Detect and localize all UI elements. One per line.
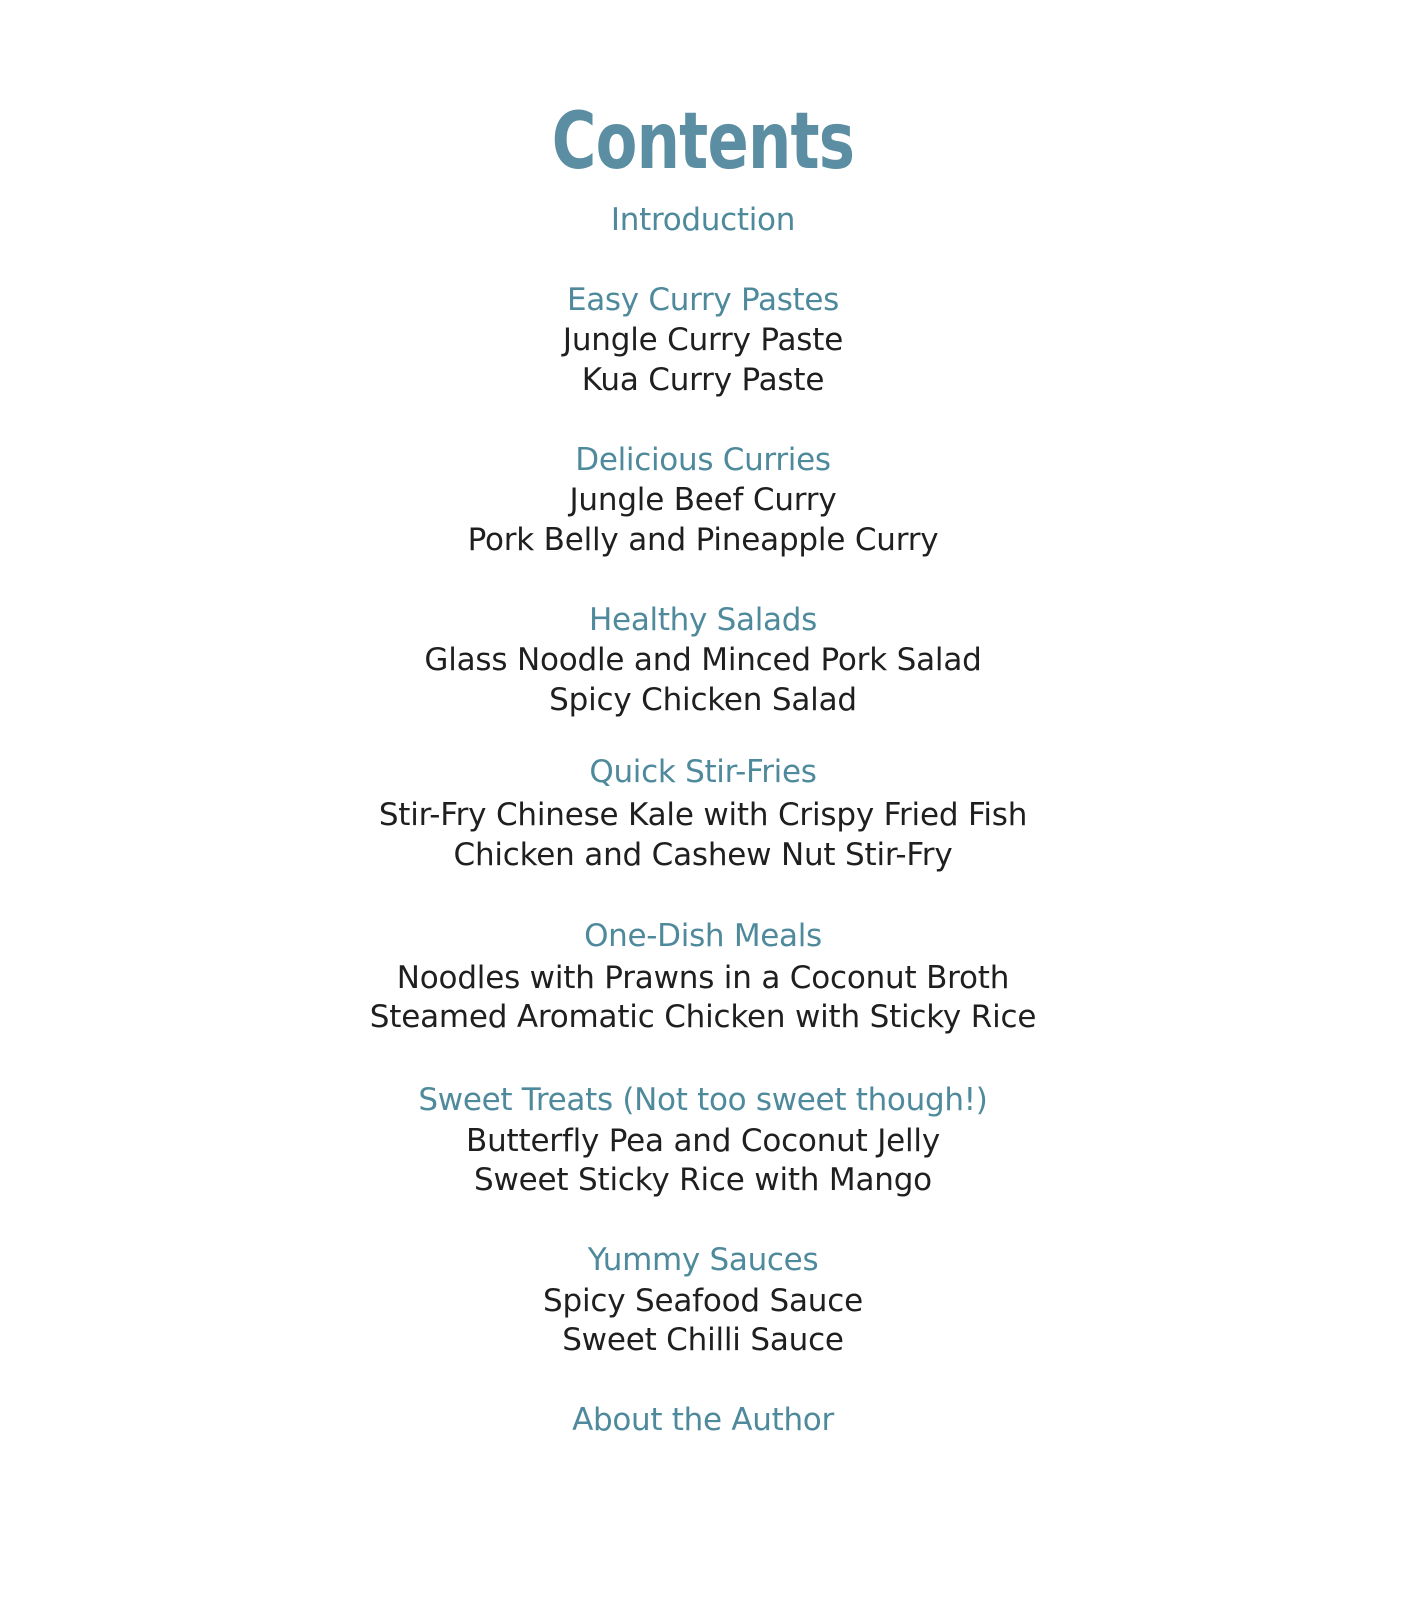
section-heading-sweet-treats[interactable]: Sweet Treats (Not too sweet though!) [418,1082,988,1118]
toc-item[interactable]: Jungle Curry Paste [562,322,844,358]
section-heading-one-dish-meals[interactable]: One-Dish Meals [584,918,822,954]
toc-item[interactable]: Glass Noodle and Minced Pork Salad [424,642,982,678]
toc-item[interactable]: Stir-Fry Chinese Kale with Crispy Fried Fish [378,797,1028,833]
toc-entry-introduction[interactable]: Introduction [610,202,796,238]
toc-item[interactable]: Jungle Beef Curry [569,482,837,518]
toc-item[interactable]: Steamed Aromatic Chicken with Sticky Rice [369,999,1037,1035]
page-title: Contents [551,97,855,187]
toc-item[interactable]: Noodles with Prawns in a Coconut Broth [396,960,1010,996]
toc-item[interactable]: Butterfly Pea and Coconut Jelly [466,1123,940,1159]
toc-entry-about-author[interactable]: About the Author [572,1402,834,1438]
section-heading-curry-pastes[interactable]: Easy Curry Pastes [566,282,840,318]
toc-item[interactable]: Sweet Chilli Sauce [562,1322,844,1358]
toc-item[interactable]: Chicken and Cashew Nut Stir-Fry [453,837,953,873]
toc-item[interactable]: Kua Curry Paste [581,362,825,398]
section-heading-stir-fries[interactable]: Quick Stir-Fries [589,754,817,790]
toc-item[interactable]: Spicy Seafood Sauce [543,1283,863,1319]
section-heading-salads[interactable]: Healthy Salads [589,602,817,638]
section-heading-curries[interactable]: Delicious Curries [575,442,831,478]
section-heading-sauces[interactable]: Yummy Sauces [587,1242,819,1278]
toc-item[interactable]: Pork Belly and Pineapple Curry [467,522,939,558]
toc-item[interactable]: Spicy Chicken Salad [549,682,857,718]
toc-item[interactable]: Sweet Sticky Rice with Mango [474,1162,932,1198]
